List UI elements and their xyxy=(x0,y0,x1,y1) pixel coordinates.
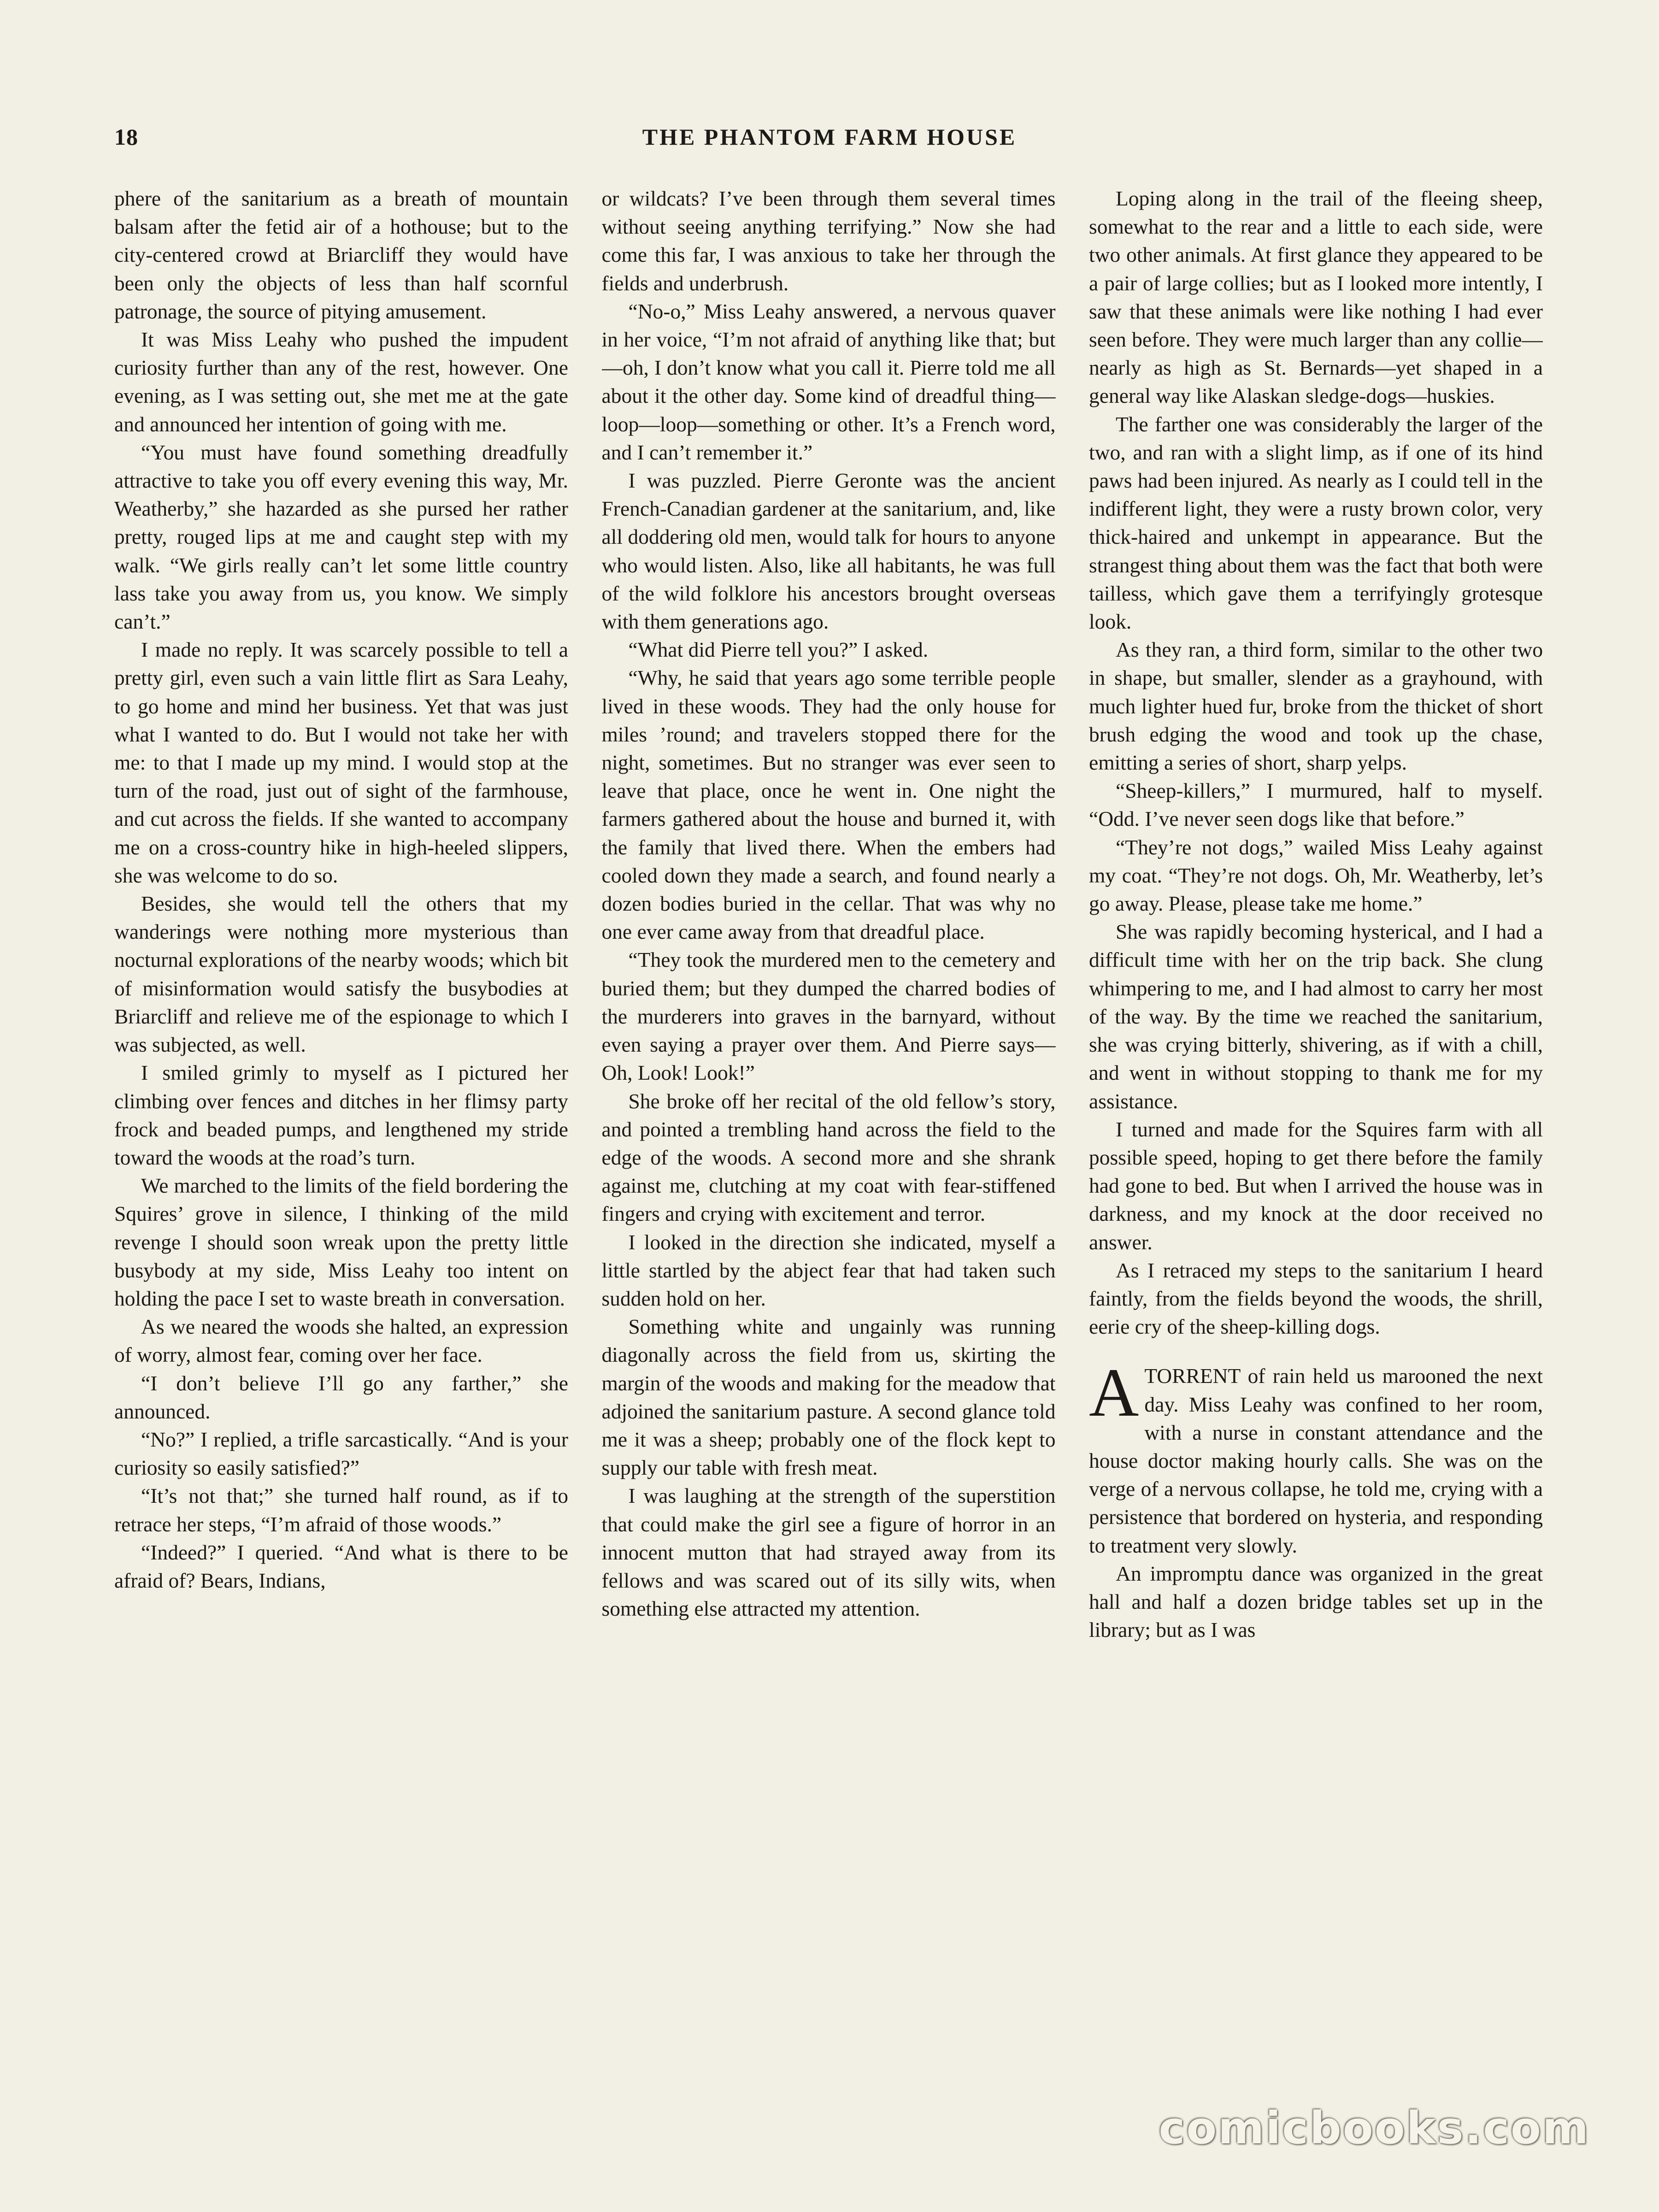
paragraph: I looked in the direction she indicated, myself a little startled by the abject fear that had taken such sudden hold on her. xyxy=(601,1230,1056,1310)
section-opening-text: TORRENT of rain held us marooned the next day. Miss Leahy was confined to her room, with a nurse in constant attendance and the house doctor making hourly calls. She was on the verge of a nervous collapse, he told me, crying with a persistence that bordered on hysteria, and responding to treatment very slowly. xyxy=(1089,1364,1543,1557)
paragraph: She was rapidly becoming hysterical, and I had a difficult time with her on the trip back. She clung whimpering to me, and I had almost to carry her most of the way. By the time we reached the sanitarium, she was crying bitterly, shivering, as if with a chill, and went in without stopping to thank me for my assistance. xyxy=(1089,920,1543,1113)
paragraph: I smiled grimly to myself as I pictured her climbing over fences and ditches in her flimsy party frock and beaded pumps, and lengthened my stride toward the woods at the road’s turn. xyxy=(114,1061,568,1169)
drop-cap: A xyxy=(1089,1354,1139,1431)
paragraph: She broke off her recital of the old fellow’s story, and pointed a trembling hand across the field to the edge of the woods. A second more and she shrank against me, clutching at my coat with fear-stiffened fingers and crying with excitement and terror. xyxy=(601,1089,1056,1226)
paragraph: As I retraced my steps to the sanitarium I heard faintly, from the fields beyond the woods, the shrill, eerie cry of the sheep-killing dogs. xyxy=(1089,1258,1543,1339)
paragraph: Loping along in the trail of the fleeing sheep, somewhat to the rear and a little to each side, were two other animals. At first glance they appeared to be a pair of large collies; but as I looked more intently, I saw that these animals were like nothing I had ever seen before. They were much larger than any collie—nearly as high as St. Bernards—yet shaped in a general way like Alaskan sledge-dogs—huskies. xyxy=(1089,187,1543,408)
paragraph: Besides, she would tell the others that my wanderings were nothing more mysterious than nocturnal explorations of the nearby woods; which bit of misinformation would satisfy the busybodies at Briarcliff and relieve me of the espionage to which I was subjected, as well. xyxy=(114,892,568,1057)
paragraph: “They’re not dogs,” wailed Miss Leahy against my coat. “They’re not dogs. Oh, Mr. Weatherby, let’s go away. Please, please take me home.” xyxy=(1089,835,1543,916)
paragraph: It was Miss Leahy who pushed the impudent curiosity further than any of the rest, however. One evening, as I was setting out, she met me at the gate and announced her intention of going with me. xyxy=(114,328,568,436)
paragraph: “It’s not that;” she turned half round, as if to retrace her steps, “I’m afraid of those woods.” xyxy=(114,1484,568,1536)
watermark-logo: comicbooks.com xyxy=(1159,2102,1590,2154)
paragraph: I was laughing at the strength of the superstition that could make the girl see a figure of horror in an innocent mutton that had strayed away from its fellows and was scared out of its silly wits, when something else attracted my attention. xyxy=(601,1484,1056,1621)
paragraph: Something white and ungainly was running diagonally across the field from us, skirting the margin of the woods and making for the meadow that adjoined the sanitarium pasture. A second glance told me it was a sheep; probably one of the flock kept to supply our table with fresh meat. xyxy=(601,1315,1056,1480)
paragraph: “What did Pierre tell you?” I asked. xyxy=(628,638,929,662)
paragraph: or wildcats? I’ve been through them several times without seeing anything terrifying.” Now she had come this far, I was anxious to take her through the fields and underbrush. xyxy=(601,187,1056,295)
paragraph: “Sheep-killers,” I murmured, half to myself. “Odd. I’ve never seen dogs like that before.” xyxy=(1089,779,1543,831)
paragraph: An impromptu dance was organized in the great hall and half a dozen bridge tables set up in the library; but as I was xyxy=(1089,1561,1543,1642)
paragraph: I made no reply. It was scarcely possible to tell a pretty girl, even such a vain little flirt as Sara Leahy, to go home and mind her business. Yet that was just what I wanted to do. But I would not take her with me: to that I made up my mind. I would stop at the turn of the road, just out of sight of the farmhouse, and cut across the fields. If she wanted to accompany me on a cross-country hike in high-heeled slippers, she was welcome to do so. xyxy=(114,638,568,887)
running-head: THE PHANTOM FARM HOUSE xyxy=(642,124,1017,150)
page-number: 18 xyxy=(114,124,138,150)
paragraph: We marched to the limits of the field bordering the Squires’ grove in silence, I thinking of the mild revenge I should soon wreak upon the pretty little busybody at my side, Miss Leahy too intent on holding the pace I set to waste breath in conversation. xyxy=(114,1174,568,1310)
paragraph: As we neared the woods she halted, an expression of worry, almost fear, coming over her face. xyxy=(114,1315,568,1367)
paragraph: “No?” I replied, a trifle sarcastically. “And is your curiosity so easily satisfied?” xyxy=(114,1427,568,1480)
paragraph: “Why, he said that years ago some terrible people lived in these woods. They had the only house for miles ’round; and travelers stopped there for the night, sometimes. But no stranger was ever seen to leave that place, once he went in. One night the farmers gathered about the house and burned it, with the family that lived there. When the embers had cooled down they made a search, and found nearly a dozen bodies buried in the cellar. That was why no one ever came away from that dreadful place. xyxy=(601,666,1056,944)
section-opening-paragraph xyxy=(1089,1354,1543,1559)
column-2 xyxy=(602,184,1056,2097)
paragraph: I was puzzled. Pierre Geronte was the ancient French-Canadian gardener at the sanitarium, and, like all doddering old men, would talk for hours to anyone who would listen. Also, like all habitants, he was full of the wild folklore his ancestors brought overseas with them generations ago. xyxy=(601,469,1056,634)
paragraph: “You must have found something dreadfully attractive to take you off every evening this way, Mr. Weatherby,” she hazarded as she pursed her rather pretty, rouged lips at me and caught step with my walk. “We girls really can’t let some little country lass take you away from us, you know. We simply can’t.” xyxy=(114,440,568,634)
paragraph: The farther one was considerably the larger of the two, and ran with a slight limp, as if one of its hind paws had been injured. As nearly as I could tell in the indifferent light, they were a rusty brown color, very thick-haired and unkempt in appearance. But the strangest thing about them was the fact that both were tailless, which gave them a terrifyingly grotesque look. xyxy=(1089,412,1543,634)
paragraph: As they ran, a third form, similar to the other two in shape, but smaller, slender as a grayhound, with much lighter hued fur, broke from the thicket of short brush edging the wood and took up the chase, emitting a series of short, sharp yelps. xyxy=(1089,638,1543,775)
paragraph: “I don’t believe I’ll go any farther,” she announced. xyxy=(114,1371,568,1423)
paragraph: “Indeed?” I queried. “And what is there to be afraid of? Bears, Indians, xyxy=(114,1540,568,1592)
column-1 xyxy=(114,184,568,2097)
paragraph: phere of the sanitarium as a breath of mountain balsam after the fetid air of a hothouse; but to the city-centered crowd at Briarcliff they would have been only the objects of less than half scornful patronage, the source of pitying amusement. xyxy=(114,187,568,323)
column-3 xyxy=(1089,184,1543,2097)
paragraph: “They took the murdered men to the cemetery and buried them; but they dumped the charred bodies of the murderers into graves in the barnyard, without even saying a prayer over them. And Pierre says—Oh, Look! Look!” xyxy=(601,948,1056,1085)
paragraph: I turned and made for the Squires farm with all possible speed, hoping to get there before the family had gone to bed. But when I arrived the house was in darkness, and my knock at the door received no answer. xyxy=(1089,1117,1543,1254)
text-columns xyxy=(114,184,1543,2097)
paragraph: “No-o,” Miss Leahy answered, a nervous quaver in her voice, “I’m not afraid of anything like that; but—oh, I don’t know what you call it. Pierre told me all about it the other day. Some kind of dreadful thing—loop—loop—something or other. It’s a French word, and I can’t remember it.” xyxy=(601,299,1056,464)
